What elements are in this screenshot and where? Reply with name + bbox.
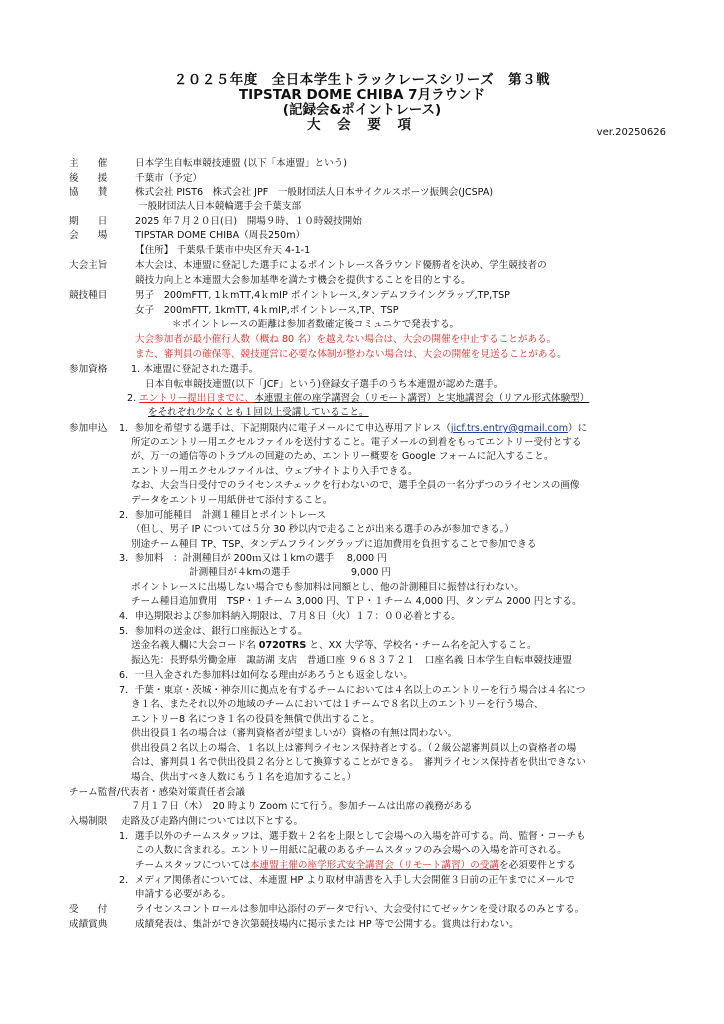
- application-7b: き１名、またそれ以外の地域のチームにおいては１チームで８名以上のエントリーを行う場合、: [131, 699, 544, 710]
- application-3c: ポイントレースに出場しない場合でも参加料は同額とし、他の計測種目に振替は行わない。: [131, 582, 524, 593]
- label-cosponsor: 協 賛: [69, 187, 108, 198]
- purpose-line-2: 競技力向上と本連盟大会参加基準を満たす機会を提供することを目的とする。: [135, 275, 471, 286]
- purpose-line-1: 本大会は、本連盟に登記した選手によるポイントレース各ラウンド優勝者を決め、学生競技者の: [135, 260, 547, 271]
- label-team-meeting: チーム監督/代表者・感染対策責任者会議: [69, 787, 245, 798]
- application-1f: データをエントリー用紙併せて添付すること。: [131, 495, 333, 506]
- events-men: 男子 200mFTT, 1ｋmTT,4ｋmIP ポイントレース,タンデムフライングラップ,TP,TSP: [135, 290, 510, 301]
- eligibility-2-red: エントリー提出日までに、: [139, 393, 255, 404]
- application-7g: 場合、供出すべき人数にもう１名を追加すること。）: [131, 772, 357, 783]
- title-line-4: 大 会 要 項: [306, 117, 418, 133]
- application-5c: 振込先：長野県労働金庫 諏訪湖 支店 普通口座 ９６８３７２１ 口座名義 日本学生自転車競技連盟: [131, 655, 572, 666]
- cosponsor-line-2: 一般財団法人日本競輪選手会千葉支部: [138, 201, 302, 212]
- application-3d: チーム種目追加費用 TSP・１チーム 3,000 円、ＴＰ・１チーム 4,000 円、タンデム 2000 円とする。: [131, 596, 582, 607]
- date-text: 2025 年７月２０日(日) 開場９時、１０時競技開始: [135, 216, 362, 227]
- application-5b: 送金名義人欄に大会コード名 0720TRS と、XX 大学等、学校名・チーム名を記入すること。: [131, 640, 537, 651]
- support-text: 千葉市（予定）: [135, 173, 203, 184]
- entry-limit-red: 本連盟主催の座学形式安全講習会（リモート講習）の受講: [249, 860, 499, 871]
- application-1d: エントリー用エクセルファイルは、ウェブサイトより入手できる。: [131, 466, 418, 477]
- title-line-3: (記録会&ポイントレース): [282, 102, 442, 118]
- venue-address: 【住所】 千葉県千葉市中央区弁天 4-1-1: [135, 245, 311, 256]
- eligibility-1b: 日本自転車競技連盟(以下「JCF」という)登録女子選手のうち本連盟が認めた選手。: [145, 379, 504, 390]
- eligibility-2b: をそれぞれ少なくとも１回以上受講していること。: [148, 407, 369, 418]
- application-2c: 別途チーム種目 TP、TSP、タンデムフライングラップに追加費用を負担することで参加できる: [131, 539, 537, 550]
- application-1b: 所定のエントリー用エクセルファイルを送付すること。電子メールの到着をもってエントリー受付とする: [131, 437, 582, 448]
- label-support: 後 援: [69, 173, 108, 184]
- application-7c: エントリー8 名につき１名の役員を無償で供出すること。: [131, 714, 380, 725]
- team-meeting-text: ７月１７日（木） 20 時より Zoom にて行う。参加チームは出席の義務がある: [131, 801, 473, 812]
- title-line-1: ２０２５年度 全日本学生トラックレースシリーズ 第３戦: [173, 72, 551, 88]
- entry-limit-1b: この人数に含まれる。エントリー用紙に記載のあるチームスタッフのみ会場への入場を許可される。: [135, 845, 567, 856]
- eligibility-1: 1. 本連盟に登記された選手。: [131, 364, 259, 375]
- label-entry-limit: 入場制限: [69, 816, 108, 827]
- label-date: 期 日: [69, 216, 108, 227]
- label-reception: 受 付: [69, 904, 108, 915]
- label-results: 成績賞典: [69, 919, 108, 930]
- events-warning-1: 大会参加者が最小催行人数（概ね 80 名）を越えない場合は、大会の開催を中止することがある。: [135, 334, 557, 345]
- events-warning-2: また、審判員の確保等、競技運営に必要な体制が整わない場合は、大会の開催を見送ることがある。: [135, 349, 567, 360]
- version-label: ver.20250626: [596, 127, 666, 138]
- label-organizer: 主 催: [69, 158, 108, 169]
- entry-limit-1c: チームスタッフについては本連盟主催の座学形式安全講習会（リモート講習）の受講を必須要件とする: [135, 860, 576, 871]
- application-6: 6．一旦入金された参加料は如何なる理由があろうとも返金しない。: [119, 670, 413, 681]
- label-application: 参加申込: [69, 423, 108, 434]
- application-1: 1．参加を希望する選手は、下記期限内に電子メールにて申込専用アドレス（jicf.trs.entry@gmail.com）に: [119, 423, 588, 434]
- label-purpose: 大会主旨: [69, 260, 108, 271]
- application-4: 4．申込期限および参加料納入期限は、７月８日（火）１７：００必着とする。: [119, 611, 461, 622]
- application-7d: 供出役員１名の場合は（審判資格者が望ましいが）資格の有無は問わない。: [131, 728, 458, 739]
- entry-limit-2b: 申請する必要がある。: [135, 889, 231, 900]
- title-line-2: TIPSTAR DOME CHIBA 7月ラウンド: [238, 87, 486, 103]
- application-3: 3．参加料 ：計測種目が 200ｍ又は１kmの選手 8,000 円: [119, 553, 387, 564]
- application-7: 7．千葉・東京・茨城・神奈川に拠点を有するチームにおいては４名以上のエントリーを行う場合は４名につ: [119, 685, 586, 696]
- entry-limit-intro: 走路及び走路内側については以下とする。: [121, 816, 304, 827]
- label-events: 競技種目: [69, 290, 108, 301]
- reception-text: ライセンスコントロールは参加申込添付のデータで行い、大会受付にてゼッケンを受け取るのみとする。: [135, 904, 585, 915]
- event-code: 0720TRS: [258, 640, 307, 651]
- events-women: 女子 200mFTT, 1kmTT, 4ｋmIP,ポイントレース,TP、TSP: [135, 305, 399, 316]
- application-3b: 計測種目が４kmの選手 9,000 円: [189, 567, 391, 578]
- entry-limit-2: 2．メディア関係者については、本連盟 HP より取材申請書を入手し大会開催３日前の正午までにメールで: [119, 875, 575, 886]
- application-7e: 供出役員２名以上の場合、１名以上は審判ライセンス保持者とする。（２級公認審判員以上の資格者の場: [131, 743, 577, 754]
- events-note: ＊ポイントレースの距離は参加者数確定後コミュニケで発表する。: [172, 319, 460, 330]
- eligibility-2: 2. エントリー提出日までに、本連盟主催の座学講習会（リモート講習）と実地講習会（リアル形式体験型）: [127, 393, 590, 404]
- application-1c: が、万一の通信等のトラブルの回避のため、エントリー概要を Google フォームに記入すること。: [131, 451, 554, 462]
- entry-email-link[interactable]: jicf.trs.entry@gmail.com: [450, 423, 569, 434]
- application-5: 5．参加料の送金は、銀行口座振込とする。: [119, 626, 308, 637]
- application-2b: （但し、男子 IP については５分 30 秒以内で走ることが出来る選手のみが参加できる。）: [131, 524, 514, 535]
- application-1e: なお、大会当日受付でのライセンスチェックを行わないので、選手全員の一名分ずつのライセンスの画像: [131, 480, 580, 491]
- organizer-text: 日本学生自転車競技連盟 (以下「本連盟」という): [135, 158, 348, 169]
- entry-limit-1: 1．選手以外のチームスタッフは、選手数＋２名を上限として会場への入場を許可する。尚、監督・コーチも: [119, 831, 586, 842]
- cosponsor-line-1: 株式会社 PIST6 株式会社 JPF 一般財団法人日本サイクルスポーツ振興会(JCSPA): [135, 187, 494, 198]
- label-eligibility: 参加資格: [69, 364, 108, 375]
- label-venue: 会 場: [69, 230, 108, 241]
- venue-line-1: TIPSTAR DOME CHIBA（周長250m）: [135, 230, 306, 241]
- results-text: 成績発表は、集計ができ次第競技場内に掲示または HP 等で公開する。賞典は行わない。: [135, 919, 519, 930]
- application-7f: 合は、審判員１名で供出役員２名分として換算することができる。 審判ライセンス保持者を供出できない: [131, 757, 586, 768]
- application-2: 2．参加可能種目 計測１種目とポイントレース: [119, 510, 327, 521]
